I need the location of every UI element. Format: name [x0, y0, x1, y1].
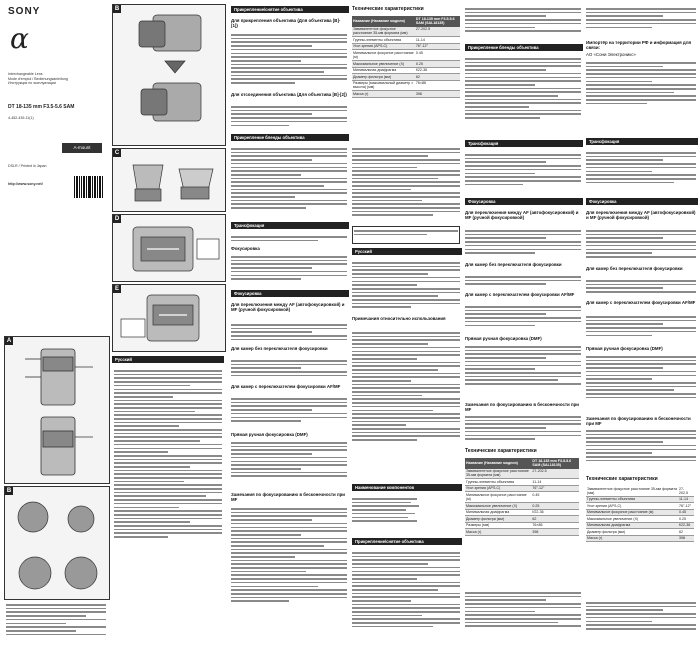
- camera-lens-attach-diagram: [113, 5, 225, 145]
- text-block: [231, 104, 347, 128]
- table-row: Диаметр фильтра (мм) 62: [586, 529, 694, 535]
- table-row: Масса (г) 398: [465, 529, 579, 535]
- text-block: [586, 600, 696, 632]
- lens-diagram: [5, 337, 109, 483]
- figure-e: [112, 284, 226, 352]
- spec-header-model: DT 18-135 mm F3.5-5.6 SAM (SAL18135): [531, 458, 579, 469]
- table-row: Минимальное фокусное расстояние (м) 0.45: [586, 509, 694, 515]
- table-row: Угол зрения (APS-C) 76°-12°: [352, 43, 460, 49]
- mount-badge: A-mount: [62, 143, 102, 153]
- title-line: Mode d'emploi / Bedienungsanleitung: [8, 76, 68, 81]
- figure-d: [112, 214, 226, 282]
- subheading: Для камер с переключателем фокусировки AF/MF: [586, 300, 696, 305]
- importer-heading: Импортёр на территории РФ и информация для связи:: [586, 40, 692, 50]
- table-row: Масса (г) 398: [586, 535, 694, 541]
- table-row: Минимальная диафрагма f/22-36: [352, 67, 460, 73]
- section-bar: Прикрепление/снятие объектива: [352, 538, 462, 545]
- text-block: [6, 602, 106, 637]
- figure-c: [112, 148, 226, 212]
- text-block: [586, 278, 696, 295]
- section-bar: Трансфокация: [465, 140, 583, 147]
- footer-note: DSLR / Printed in Japan: [8, 164, 47, 168]
- spec-table: [586, 486, 694, 542]
- subheading: Фокусировка: [231, 246, 260, 251]
- text-block: [352, 330, 460, 443]
- table-row: Эквивалентное фокусное расстояние 35-мм формата (мм) 27-202.5: [352, 27, 460, 37]
- text-block: [465, 304, 581, 328]
- figure-label: B: [6, 488, 12, 494]
- subheading: Замечания по фокусированию в бесконечности при MF: [586, 416, 691, 426]
- section-bar-language: Русский: [352, 248, 462, 255]
- figure-label: D: [114, 216, 120, 222]
- table-row: Эквивалентное фокусное расстояние 35-мм формата (мм) 27-202.5: [586, 486, 694, 496]
- text-block: [231, 506, 347, 604]
- subheading: Для переключения между AF (автофокусировкой) и MF (ручной фокусировкой): [231, 302, 345, 312]
- subheading: Для отсоединения объектива (Для объектива [B]-[2]): [231, 92, 347, 97]
- subheading: Для камер без переключателя фокусировки: [231, 346, 328, 351]
- text-block: [231, 32, 347, 86]
- table-row: Угол зрения (APS-C) 76°-12°: [586, 503, 694, 509]
- subheading: Для переключения между AF (автофокусировкой) и MF (ручной фокусировкой): [465, 210, 579, 220]
- column-instructions-3: [586, 0, 699, 661]
- text-block: [465, 228, 581, 256]
- cover-title: [8, 72, 103, 86]
- section-bar: Прикрепление бленды объектива: [231, 134, 349, 141]
- subheading: Для камер с переключателем фокусировки AF/MF: [465, 292, 575, 297]
- text-block: [465, 590, 581, 629]
- subheading: Для камер без переключателя фокусировки: [586, 266, 683, 271]
- text-block: [586, 6, 696, 30]
- table-row: Диаметр фильтра (мм) 62: [352, 74, 460, 80]
- column-cover: [0, 0, 110, 661]
- text-block: [465, 152, 581, 187]
- table-row: Группы-элементы объектива 11-14: [465, 479, 579, 485]
- section-bar: Наименование компонентов: [352, 484, 462, 491]
- focus-ring-diagram: [113, 285, 225, 351]
- subheading: Для камер с переключателем фокусировки AF/MF: [231, 384, 341, 389]
- text-block: [465, 56, 581, 121]
- text-block: [352, 550, 460, 630]
- subheading: Для переключения между AF (автофокусировкой) и MF (ручной фокусировкой): [586, 210, 696, 220]
- text-block: [231, 322, 347, 343]
- figure-b-small: [4, 486, 110, 600]
- text-block: [352, 260, 460, 310]
- column-figures: [110, 0, 228, 661]
- section-title: Технические характеристики: [465, 448, 537, 454]
- table-row: Минимальная диафрагма f/22-36: [465, 509, 579, 515]
- table-row: Размеры (максимальный диаметр × высота) (мм) 76×86: [352, 80, 460, 91]
- text-block: [352, 146, 460, 218]
- table-row: Масса (г) 398: [352, 91, 460, 97]
- importer-name: АО «Сони Электроникс»: [586, 52, 636, 57]
- sony-logo: SONY: [8, 6, 41, 17]
- text-block: [586, 314, 696, 338]
- text-block: [231, 146, 347, 211]
- table-row: Группы-элементы объектива 11-14: [352, 37, 460, 43]
- text-block: [114, 368, 222, 540]
- title-line: Инструкция по эксплуатации: [8, 81, 56, 86]
- figure-a: [4, 336, 110, 484]
- section-bar: Фокусировка: [231, 290, 349, 297]
- spec-table: [352, 16, 460, 98]
- section-bar: Прикрепление/снятие объектива: [231, 6, 349, 13]
- column-instructions-1: [231, 0, 349, 661]
- table-row: Эквивалентное фокусное расстояние 35-мм формата (мм) 27-202.5: [465, 469, 579, 479]
- spec-header-model: DT 18-135 mm F3.5-5.6 SAM (SAL18135): [415, 16, 460, 27]
- subheading: Прямая ручная фокусировка (DMF): [586, 346, 663, 351]
- table-row: Размеры (мм) 76×86: [465, 522, 579, 528]
- text-block: [586, 60, 696, 106]
- subheading: Для камер без переключателя фокусировки: [465, 262, 562, 267]
- barcode: [74, 176, 104, 204]
- subheading: Примечания относительно использования: [352, 316, 446, 321]
- figure-label: A: [6, 338, 12, 344]
- subheading: Прямая ручная фокусировка (DMF): [231, 432, 308, 437]
- text-block: [465, 344, 581, 387]
- subheading: Прямая ручная фокусировка (DMF): [465, 336, 542, 341]
- section-bar: Трансфокация: [231, 222, 349, 229]
- text-block: [465, 274, 581, 287]
- subheading: Замечания по фокусированию в бесконечности при MF: [465, 402, 579, 412]
- alpha-logo: α: [10, 22, 29, 55]
- figure-label: E: [114, 286, 119, 292]
- spec-header-name: Название (Название модели): [352, 16, 415, 27]
- table-row: Максимальное увеличение (X) 0.25: [465, 503, 579, 509]
- text-block: [586, 228, 696, 260]
- sony-url: http://www.sony.net/: [8, 182, 43, 186]
- text-block: [465, 414, 581, 442]
- title-line: Interchangeable Lens: [8, 72, 43, 76]
- text-block: [586, 354, 696, 400]
- model-name: DT 18-135 mm F3.5-5.6 SAM: [8, 104, 75, 110]
- part-code: 4-452-439-11(1): [8, 116, 34, 120]
- column-instructions-2: [465, 0, 583, 661]
- text-block: [352, 496, 460, 524]
- table-row: Минимальное фокусное расстояние (м) 0.45: [352, 50, 460, 61]
- spec-table: [465, 458, 579, 536]
- figure-label: C: [114, 150, 120, 156]
- zoom-ring-diagram: [113, 215, 225, 281]
- section-bar: Трансфокация: [586, 138, 698, 145]
- section-bar: Фокусировка: [465, 198, 583, 205]
- table-row: Максимальное увеличение (X) 0.25: [586, 516, 694, 522]
- text-block: [231, 440, 347, 479]
- section-title: Технические характеристики: [352, 6, 424, 12]
- section-title: Технические характеристики: [586, 476, 658, 482]
- spec-header-name: Название (Название модели): [465, 458, 531, 469]
- hood-diagram: [113, 149, 225, 211]
- text-block: [231, 396, 347, 424]
- text-block: [586, 428, 696, 463]
- text-block: [231, 234, 347, 243]
- subheading: Для прикрепления объектива (Для объектива [B]-[1]): [231, 18, 341, 28]
- column-specs-1: [352, 0, 462, 661]
- text-block: [231, 358, 347, 379]
- section-bar-language: Русский: [112, 356, 224, 363]
- figure-b: [112, 4, 226, 146]
- section-bar: Прикрепление бленды объектива: [465, 44, 583, 51]
- notice-box: [352, 226, 460, 244]
- table-row: Угол зрения (APS-C) 76°-12°: [465, 485, 579, 491]
- table-row: Максимальное увеличение (X) 0.25: [352, 61, 460, 67]
- table-row: Минимальное фокусное расстояние (м) 0.45: [465, 492, 579, 503]
- text-block: [465, 6, 581, 34]
- mount-diagram: [5, 487, 109, 599]
- table-row: Минимальная диафрагма f/22-36: [586, 522, 694, 528]
- table-row: Группы-элементы объектива 11-14: [586, 496, 694, 502]
- subheading: Замечания по фокусированию в бесконечности при MF: [231, 492, 345, 502]
- text-block: [586, 150, 696, 185]
- text-block: [231, 254, 347, 282]
- section-bar: Фокусировка: [586, 198, 698, 205]
- table-row: Диаметр фильтра (мм) 62: [465, 516, 579, 522]
- figure-label: B: [114, 6, 120, 12]
